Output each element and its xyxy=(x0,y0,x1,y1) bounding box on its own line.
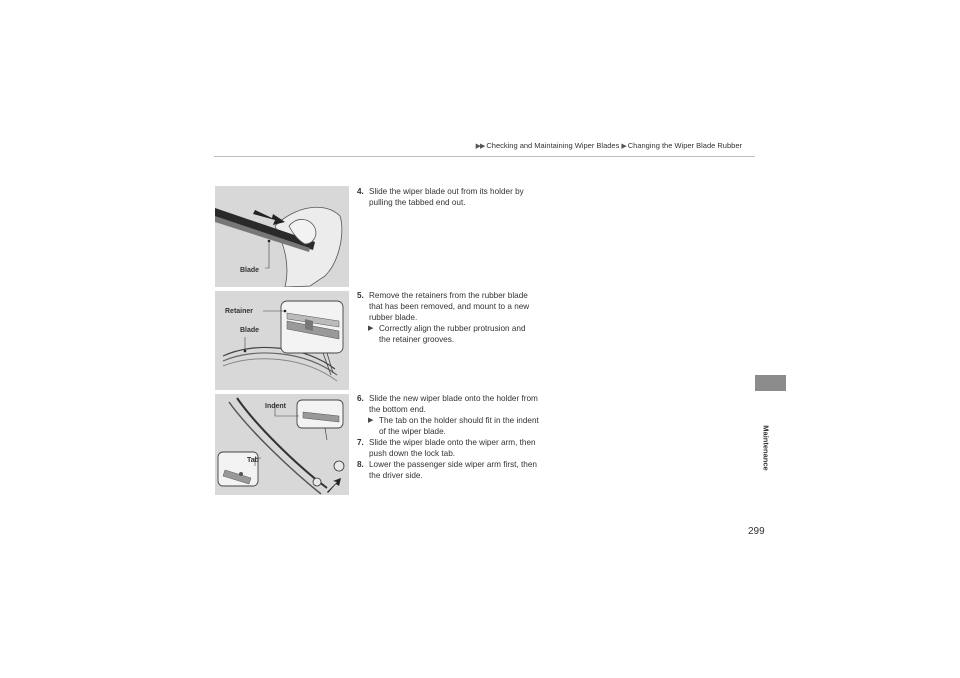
step-5-note: ▶ Correctly align the rubber protrusion and the retainer grooves. xyxy=(368,324,526,344)
tab-label: Tab xyxy=(247,457,259,464)
step-6: 6. Slide the new wiper blade onto the holder from the bottom end. xyxy=(357,394,538,414)
figure-retainers xyxy=(215,291,349,390)
step-6-8-block xyxy=(357,393,539,481)
step-5-block xyxy=(357,290,539,345)
retainer-label: Retainer xyxy=(225,308,254,315)
breadcrumb-section[interactable]: Checking and Maintaining Wiper Blades xyxy=(486,141,620,150)
install-illustration xyxy=(215,394,349,495)
blade-label-2: Blade xyxy=(240,327,260,334)
section-tab[interactable] xyxy=(755,375,786,391)
breadcrumb xyxy=(476,141,742,150)
right-triangle-icon: ▶ xyxy=(368,417,374,424)
step-4-block xyxy=(357,186,539,208)
step-8: 8. Lower the passenger side wiper arm first, then the driver side. xyxy=(357,460,537,480)
page-number: 299 xyxy=(748,526,765,537)
right-triangle-icon: ▶ xyxy=(368,325,374,332)
figure-blade-install xyxy=(215,394,349,495)
right-triangle-icon: ▶ xyxy=(621,142,626,150)
section-label: Maintenance xyxy=(761,425,771,471)
breadcrumb-topic[interactable]: Changing the Wiper Blade Rubber xyxy=(627,141,742,150)
step-7: 7. Slide the wiper blade onto the wiper arm, then push down the lock tab. xyxy=(357,438,536,458)
step-4: 4. Slide the wiper blade out from its holder by pulling the tabbed end out. xyxy=(357,187,524,207)
double-right-triangle-icon: ▶▶ xyxy=(475,142,485,150)
blade-removal-illustration xyxy=(215,186,349,287)
step-6-note: ▶ The tab on the holder should fit in the indent of the wiper blade. xyxy=(368,416,539,436)
header-rule xyxy=(214,156,755,157)
retainer-illustration xyxy=(215,291,349,390)
figure-blade-removal xyxy=(215,186,349,287)
step-5: 5. Remove the retainers from the rubber blade that has been removed, and mount to a new rubber blade. xyxy=(357,291,530,322)
indent-label: Indent xyxy=(265,403,286,410)
blade-label: Blade xyxy=(240,267,260,274)
